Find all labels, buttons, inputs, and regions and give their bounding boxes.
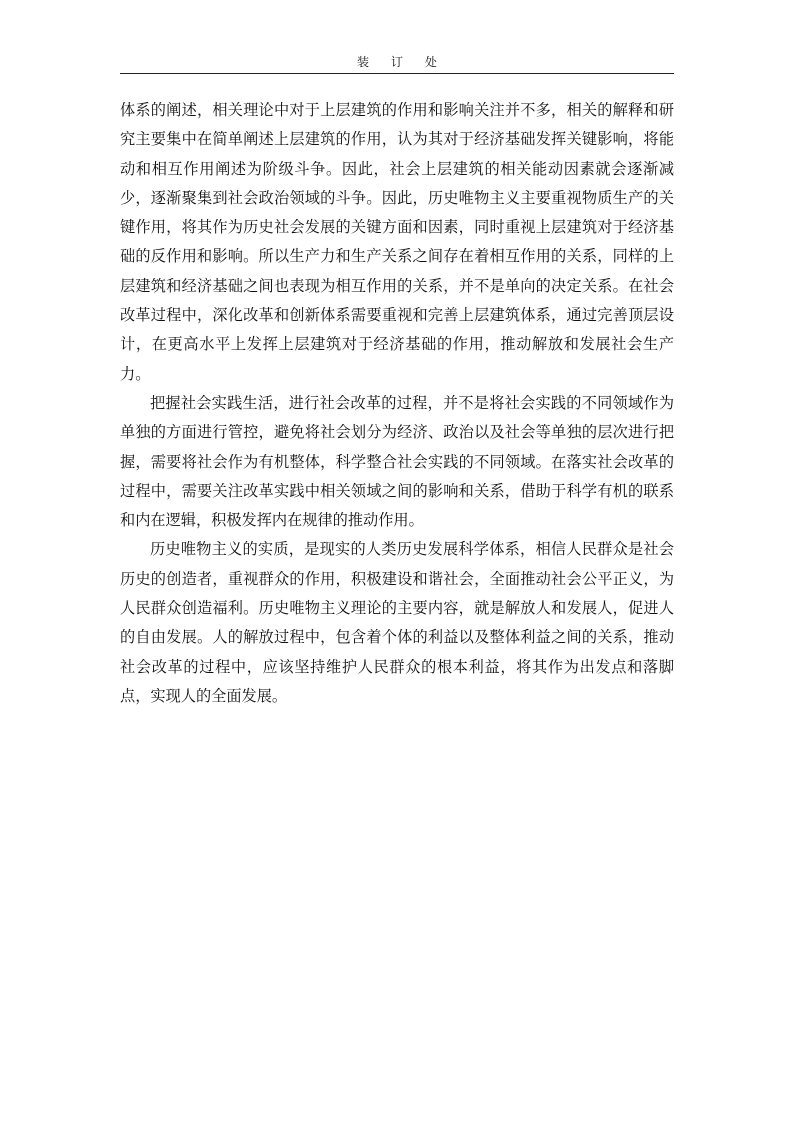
- paragraph-1: 体系的阐述，相关理论中对于上层建筑的作用和影响关注并不多，相关的解释和研究主要集中在简单阐述上层建筑的作用，认为其对于经济基础发挥关键影响，将能动和相互作用阐述为阶级斗争。因此，社会上层建筑的相关能动因素就会逐渐减少，逐渐聚集到社会政治领域的斗争。因此，历史唯物主义主要重视物质生产的关键作用，将其作为历史社会发展的关键方面和因素，同时重视上层建筑对于经济基础的反作用和影响。所以生产力和生产关系之间存在着相互作用的关系，同样的上层建筑和经济基础之间也表现为相互作用的关系，并不是单向的决定关系。在社会改革过程中，深化改革和创新体系需要重视和完善上层建筑体系，通过完善顶层设计，在更高水平上发挥上层建筑对于经济基础的作用，推动解放和发展社会生产力。: [120, 101, 674, 383]
- body-text: [120, 96, 674, 711]
- paragraph-2: 把握社会实践生活，进行社会改革的过程，并不是将社会实践的不同领域作为单独的方面进行管控，避免将社会划分为经济、政治以及社会等单独的层次进行把握，需要将社会作为有机整体，科学整合社会实践的不同领域。在落实社会改革的过程中，需要关注改革实践中相关领域之间的影响和关系，借助于科学有机的联系和内在逻辑，积极发挥内在规律的推动作用。: [120, 393, 674, 530]
- paragraph-3: 历史唯物主义的实质，是现实的人类历史发展科学体系，相信人民群众是社会历史的创造者，重视群众的作用，积极建设和谐社会，全面推动社会公平正义，为人民群众创造福利。历史唯物主义理论的主要内容，就是解放人和发展人，促进人的自由发展。人的解放过程中，包含着个体的利益以及整体利益之间的关系，推动社会改革的过程中，应该坚持维护人民群众的根本利益，将其作为出发点和落脚点，实现人的全面发展。: [120, 540, 674, 705]
- binding-header: 装订处: [120, 54, 674, 74]
